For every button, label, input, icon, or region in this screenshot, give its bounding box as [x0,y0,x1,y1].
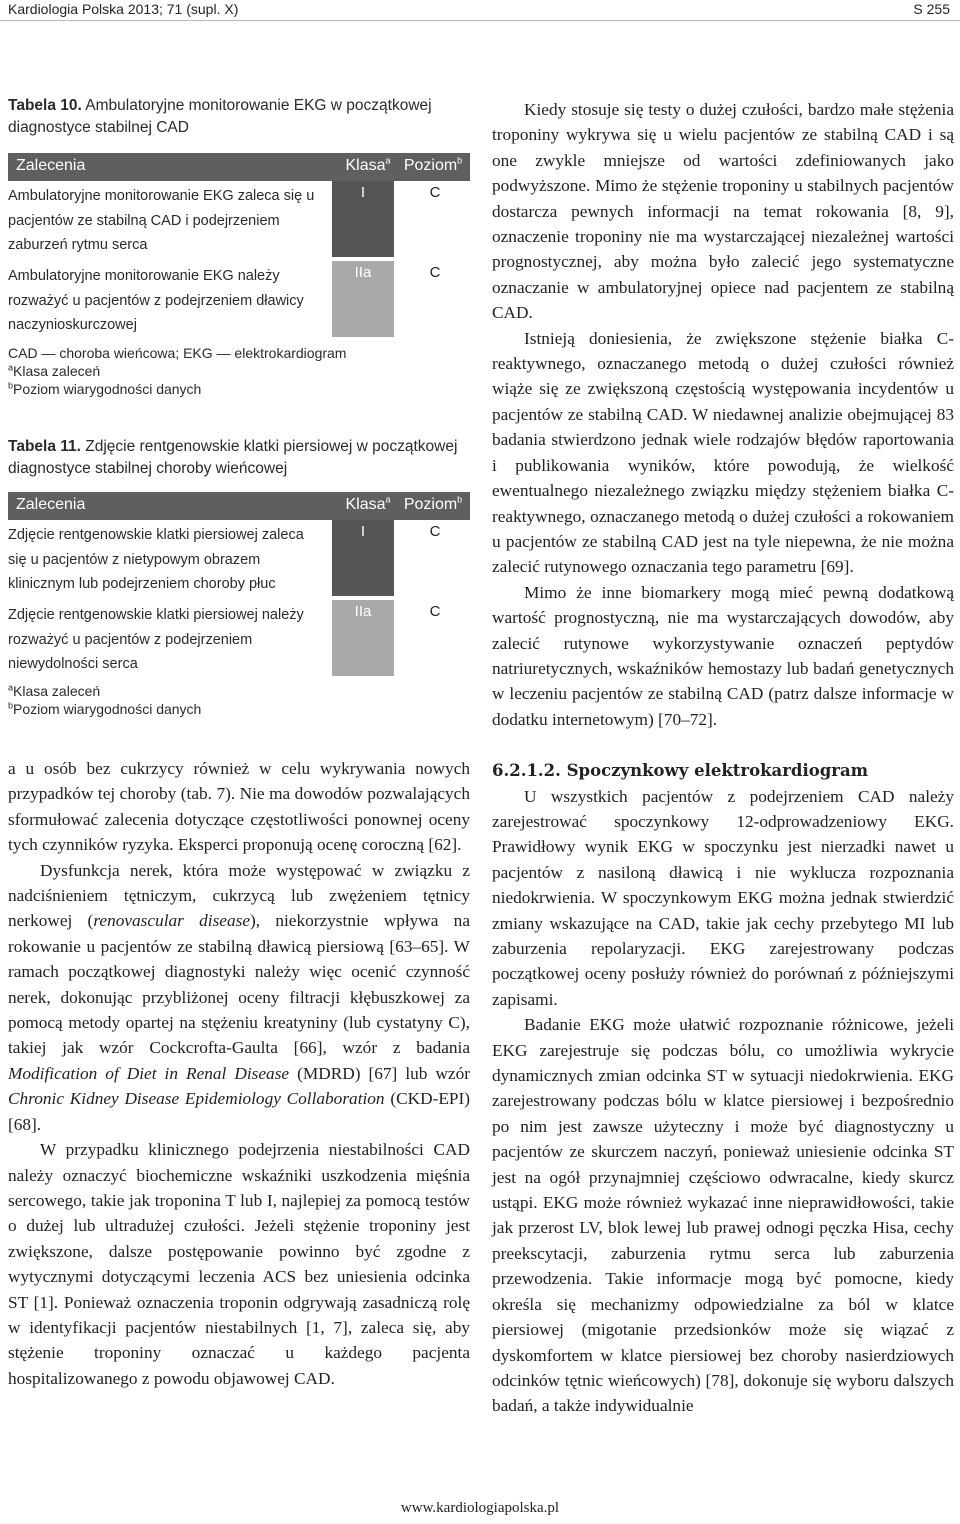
table10-label: Tabela 10. [8,97,82,114]
table11-col-recommendation: Zalecenia [16,496,86,513]
section-heading: 6.2.1.2. Spoczynkowy elektrokardiogram [492,761,869,781]
table11-note-b: $^b$Poziom wiarygodności danych [8,700,202,717]
table10-note-a: $^a$Klasa zaleceń [8,362,101,379]
table10-row [8,261,470,337]
paragraph: Kiedy stosuje się testy o dużej czułości, bardzo małe stężenia troponiny wykrywa się u wielu pacjentów ze stabilną CAD i są one zwykle mniejsze od wartości zdefiniowanych jako podwyższone. Mimo że stężenie troponiny u stabilnych pacjentów dostarcza pewnych informacji na temat rokowania [8, 9], oznaczenie troponiny nie ma wystarczającej niezależnej wartości prognostycznej, aby można było zalecić jego systematyczne oznaczanie w ambulatoryjnej opiece nad pacjentem ze stabilną CAD. [492,100,954,323]
table11-row1-level: C [429,523,441,540]
table11-row [8,600,470,676]
table10-caption [8,95,470,139]
table11 [8,492,470,676]
table10-abbrev-note: CAD — choroba wieńcowa; EKG — elektrokardiogram [8,345,347,361]
table10-row2-class: IIa [332,261,394,337]
table10-caption-text: Ambulatoryjne monitorowanie EKG w początkowej diagnostyce stabilnej CAD [8,97,432,136]
paragraph: W przypadku klinicznego podejrzenia niestabilności CAD należy oznaczyć biochemiczne wskaźniki uszkodzenia mięśnia sercowego, takie jak troponina T lub I, najlepiej za pomocą testów o dużej lub ultradużej czułości. Jeżeli stężenie troponiny jest zwiększone, dalsze postępowanie powinno być zgodne z wytycznymi dotyczącymi leczenia ACS bez uniesienia odcinka ST [1]. Ponieważ oznaczenia troponin odgrywają zasadniczą rolę w identyfikacji pacjentów niestabilnych [1, 7], zaleca się, aby stężenie troponiny oznaczać u każdego pacjenta hospitalizowanego z powodu objawowej CAD. [8,1140,470,1388]
table11-row1-text: Zdjęcie rentgenowskie klatki piersiowej zaleca się u pacjentów z nietypowym obrazem klinicznym lub podejrzeniem choroby płuc [8,527,304,592]
table11-label: Tabela 11. [8,438,81,455]
page-number: S 255 [913,1,950,17]
paragraph: Istnieją doniesienia, że zwiększone stężenie białka C-reaktywnego, oznaczanego metodą o dużej czułości również wiąże się ze zwiększoną częstością występowania incydentów u pacjentów ze stabilną CAD. W niedawnej analizie obejmującej 83 badania stwierdzono jednak wiele rodzajów błędów raportowania i publikowania wyników, które powodują, że wielkość ewentualnego niezależnego związku między stężeniem białka C-reaktywnego, oznaczanego metodą o dużej czułości a rokowaniem u pacjentów ze stabilną CAD jest na tyle niepewna, że nie można zalecić rutynowego oznaczania tego parametru [69]. [492,328,954,577]
table11-row2-text: Zdjęcie rentgenowskie klatki piersiowej należy rozważyć u pacjentów z podejrzeniem niewydolności serca [8,607,304,672]
table11-row1-class: I [332,520,394,596]
table10-row [8,181,470,257]
table11-row2-level: C [429,603,441,620]
table11-notes [8,682,470,718]
table10-row2-text: Ambulatoryjne monitorowanie EKG należy rozważyć u pacjentów z podejrzeniem dławicy naczynioskurczowej [8,268,304,333]
table10-header [8,153,470,181]
table10-row2-level: C [429,264,441,281]
left-column-text [8,756,470,1391]
paragraph: a u osób bez cukrzycy również w celu wykrywania nowych przypadków tej choroby (tab. 7). Nie ma dowodów pozwalających sformułować zalecenia dotyczące częstotliwości ponownej oceny tych czynników ryzyka. Eksperci proponują ocenę coroczną [62]. [8,759,470,855]
table11-row [8,520,470,596]
table10-notes [8,344,470,398]
table10-col-recommendation: Zalecenia [16,157,86,174]
table11-note-a: $^a$Klasa zaleceń [8,682,101,699]
table10-col-class: Klasa$^a$ [345,155,391,174]
paragraph: Dysfunkcja nerek, która może występować w związku z nadciśnieniem tętniczym, cukrzycą lub zwężeniem tętnicy nerkowej (renovascular disease), niekorzystnie wpływa na rokowanie u pacjentów ze stabilną dławicą piersiową [63–65]. W ramach początkowej diagnostyki należy więc ocenić czynność nerek, dokonując przybliżonej oceny filtracji kłębuszkowej za pomocą metody opartej na stężeniu kreatyniny (lub cystatyny C), takiej jak wzór Cockcrofta-Gaulta [66], wzór z badania Modification of Diet in Renal Disease (MDRD) [67] lub wzór Chronic Kidney Disease Epidemiology Collaboration (CKD-EPI) [68]. [8,860,470,1134]
table10-col-level: Poziom$^b$ [403,155,463,174]
table10 [8,153,470,337]
journal-citation: Kardiologia Polska 2013; 71 (supl. X) [8,1,239,17]
paragraph: U wszystkich pacjentów z podejrzeniem CAD należy zarejestrować spoczynkowy 12-odprowadzeniowy EKG. Prawidłowy wynik EKG w spoczynku jest nierzadki nawet u pacjentów z nasiloną dławicą i nie wyklucza rozpoznania niedokrwienia. W spoczynkowym EKG można jednak stwierdzić zmiany wskazujące na CAD, takie jak cechy przebytego MI lub zaburzenia repolaryzacji. EKG zarejestrowany podczas początkowej oceny posłuży również do porównań z późniejszymi zapisami. [492,786,954,1009]
paragraph: Mimo że inne biomarkery mogą mieć pewną dodatkową wartość prognostyczną, nie ma wystarczających dowodów, aby zalecić rutynowe wykorzystywanie oznaczeń peptydów natriuretycznych, wskaźników hemostazy lub badań genetycznych w leczeniu pacjentów ze stabilną CAD (patrz dalsze informacje w dodatku internetowym) [70–72]. [492,582,954,729]
table10-row1-class: I [332,181,394,257]
table11-caption [8,436,470,480]
footer-url: www.kardiologiapolska.pl [400,1500,560,1516]
table11-caption-text: Zdjęcie rentgenowskie klatki piersiowej w początkowej diagnostyce stabilnej choroby wieńcowej [8,438,458,477]
table11-col-class: Klasa$^a$ [345,494,391,513]
table10-row1-text: Ambulatoryjne monitorowanie EKG zaleca się u pacjentów ze stabilną CAD i podejrzeniem zaburzeń rytmu serca [8,188,315,253]
table10-row1-level: C [429,184,441,201]
table10-note-b: $^b$Poziom wiarygodności danych [8,380,202,397]
page-header [0,0,960,20]
table11-header [8,492,470,520]
table11-col-level: Poziom$^b$ [403,494,463,513]
header-rule [0,20,960,21]
right-column-text [492,97,954,1419]
paragraph: Badanie EKG może ułatwić rozpoznanie różnicowe, jeżeli EKG zarejestruje się podczas bólu, co umożliwia wykrycie dynamicznych zmian odcinka ST w sytuacji niedokrwienia. EKG zarejestrowany podczas bólu w klatce piersiowej i bezpośrednio po nim jest zawsze użyteczny i może być diagnostyczny u pacjentów ze skurczem naczyń, ponieważ uniesienie odcinka ST jest na ogół przynajmniej częściowo odwracalne, kiedy skurcz ustąpi. EKG może również wykazać inne nieprawidłowości, takie jak przerost LV, blok lewej lub prawej odnogi pęczka Hisa, cechy preekscytacji, zaburzenia rytmu serca lub zaburzenia przewodzenia. Takie informacje mogą być pomocne, kiedy określa się mechanizmy odpowiedzialne za ból w klatce piersiowej (migotanie przedsionków może się wiązać z dyskomfortem w klatce piersiowej bez choroby nasierdziowych odcinków tętnic wieńcowych) [78], dokonuje się wyboru dalszych badań, a także indywidualnie [492,1015,954,1416]
table11-row2-class: IIa [332,600,394,676]
